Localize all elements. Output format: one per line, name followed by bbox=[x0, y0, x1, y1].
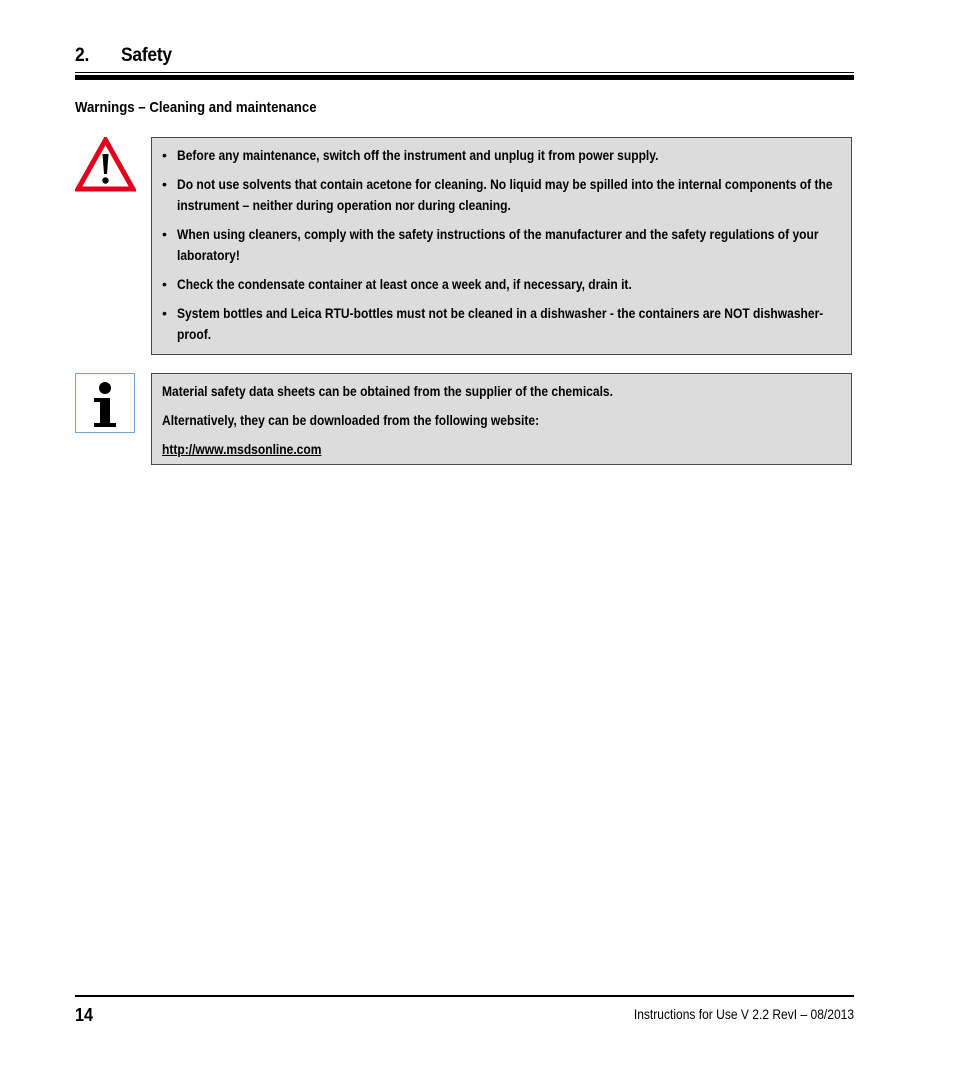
chapter-title: Safety bbox=[121, 45, 172, 66]
warning-box bbox=[151, 137, 852, 355]
info-icon bbox=[75, 373, 135, 433]
section-subheading: Warnings – Cleaning and maintenance bbox=[75, 99, 317, 116]
chapter-number: 2. bbox=[75, 45, 90, 66]
info-link-line bbox=[162, 439, 841, 460]
info-line-2: Alternatively, they can be downloaded from the following website: bbox=[162, 412, 540, 428]
msds-link[interactable]: http://www.msdsonline.com bbox=[162, 441, 322, 457]
info-box bbox=[151, 373, 852, 465]
header-rule-thin bbox=[75, 72, 854, 73]
warning-item: • When using cleaners, comply with the safety instructions of the manufacturer and the safety regulations of your laboratory! bbox=[162, 224, 841, 266]
header-rule-thick bbox=[75, 75, 854, 80]
warning-list bbox=[162, 145, 841, 345]
chapter-heading bbox=[75, 45, 792, 67]
footer-rule bbox=[75, 995, 854, 997]
page-number: 14 bbox=[75, 1005, 94, 1025]
warning-item: • Do not use solvents that contain acetone for cleaning. No liquid may be spilled into the internal components of the instrument – neither during operation nor during cleaning. bbox=[162, 174, 841, 216]
footer-doc-info: Instructions for Use V 2.2 RevI – 08/2013 bbox=[633, 1006, 854, 1022]
page-header bbox=[75, 45, 854, 67]
warning-item: • Check the condensate container at least once a week and, if necessary, drain it. bbox=[162, 274, 841, 295]
info-line-1: Material safety data sheets can be obtained from the supplier of the chemicals. bbox=[162, 383, 613, 399]
warning-item: • System bottles and Leica RTU-bottles must not be cleaned in a dishwasher - the containers are NOT dishwasher-proof. bbox=[162, 303, 841, 345]
warning-triangle-icon bbox=[75, 137, 136, 192]
warning-item: • Before any maintenance, switch off the instrument and unplug it from power supply. bbox=[162, 145, 841, 166]
